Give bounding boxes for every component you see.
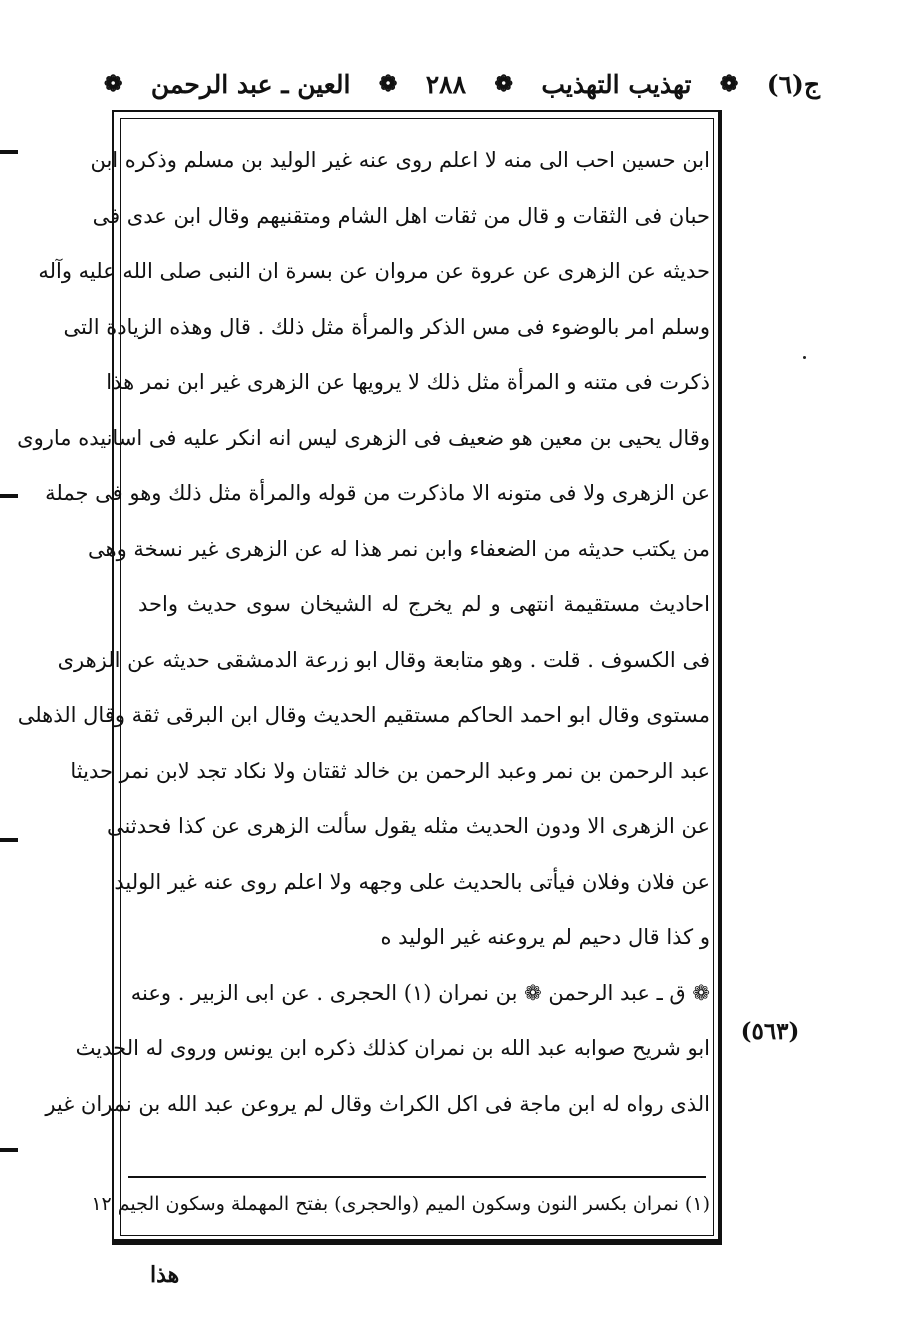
header-volume: ج(٦)	[766, 69, 820, 99]
text-line: عن فلان وفلان فيأتى بالحديث على وجهه ولا اعلم روى عنه غير الوليد	[114, 869, 710, 894]
ornament-icon: ❁	[104, 71, 123, 97]
text-line: وسلم امر بالوضوء فى مس الذكر والمرأة مثل ذلك . قال وهذه الزيادة التى	[63, 314, 710, 339]
entry-line: الذى رواه له ابن ماجة فى اكل الكراث وقال لم يروعن عبد الله بن نمران غير	[45, 1091, 710, 1116]
margin-mark	[0, 494, 18, 498]
entry-number: (٥٦٣)	[740, 1018, 800, 1045]
text-line: عبد الرحمن بن نمر وعبد الرحمن بن خالد ثقتان ولا نكاد تجد لابن نمر حديثا	[70, 758, 710, 783]
text-line: حبان فى الثقات و قال من ثقات اهل الشام ومتقنيهم وقال ابن عدى فى	[92, 203, 710, 228]
ornament-icon: ❁	[494, 71, 513, 97]
catchword: هذا	[150, 1262, 180, 1288]
page-number: ٢٨٨	[425, 69, 467, 99]
running-header	[100, 62, 820, 106]
margin-mark	[0, 1148, 18, 1152]
text-line: عن الزهرى الا ودون الحديث مثله يقول سألت الزهرى عن كذا فحدثنى	[107, 814, 710, 838]
text-line: وقال يحيى بن معين هو ضعيف فى الزهرى ليس انه انكر عليه فى اسانيده ماروى	[17, 425, 710, 450]
header-title: تهذيب التهذيب	[541, 69, 692, 99]
text-line: ذكرت فى متنه و المرأة مثل ذلك لا يرويها عن الزهرى غير ابن نمر هذا	[106, 370, 710, 394]
margin-mark	[0, 838, 18, 842]
text-line-end: و كذا قال دحيم لم يروعنه غير الوليد ه	[380, 925, 710, 949]
text-line: مستوى وقال ابو احمد الحاكم مستقيم الحديث وقال ابن البرقى ثقة وقال الذهلى	[17, 703, 710, 727]
text-line: من يكتب حديثه من الضعفاء وابن نمر هذا له عن الزهرى غير نسخة وهى	[88, 536, 710, 561]
ornament-icon: ❁	[378, 71, 398, 97]
text-line: حديثه عن الزهرى عن عروة عن مروان عن بسرة ان النبى صلى الله عليه وآله	[38, 259, 710, 283]
text-line: احاديث مستقيمة انتهى و لم يخرج له الشيخان سوى حديث واحد	[138, 592, 710, 616]
entry-line: ابو شريح صوابه عبد الله بن نمران كذلك ذكره ابن يونس وروى له الحديث	[75, 1036, 710, 1060]
margin-mark	[0, 150, 18, 154]
main-text	[17, 140, 710, 1139]
header-section: العين ـ عبد الرحمن	[150, 69, 351, 99]
footnote: (١) نمران بكسر النون وسكون الميم (والحجرى) بفتح المهملة وسكون الجيم ١٢	[91, 1193, 710, 1215]
ornament-icon: ❁	[719, 71, 739, 97]
text-line: عن الزهرى ولا فى متونه الا ماذكرت من قوله والمرأة مثل ذلك وهو فى جملة	[45, 481, 710, 505]
footnote-divider	[128, 1176, 706, 1178]
text-line: ابن حسين احب الى منه لا اعلم روى عنه غير الوليد بن مسلم وذكره ابن	[90, 148, 710, 172]
entry-heading-line: ❁ ق ـ عبد الرحمن ❁ بن نمران (١) الحجرى . عن ابى الزبير . وعنه	[130, 980, 710, 1005]
text-line: فى الكسوف . قلت . وهو متابعة وقال ابو زرعة الدمشقى حديثه عن الزهرى	[57, 647, 710, 672]
scan-speck	[803, 356, 806, 359]
